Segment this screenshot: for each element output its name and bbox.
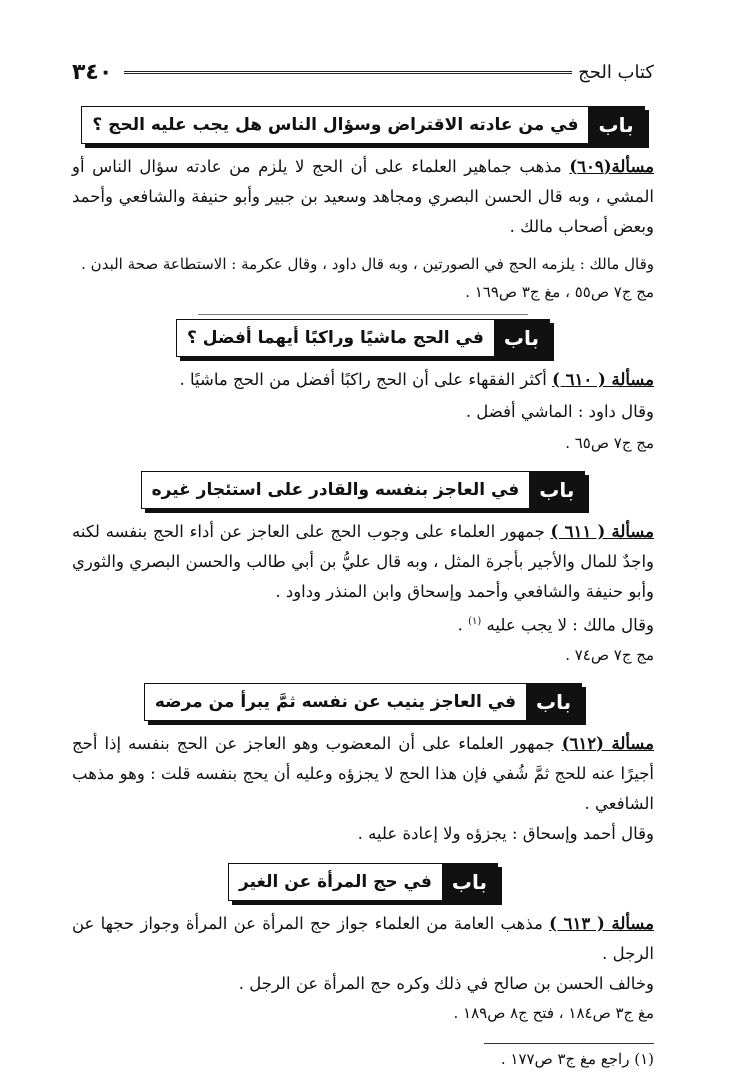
book-title: كتاب الحج — [578, 61, 654, 83]
footnote: (١) راجع مغ ج٣ ص١٧٧ . — [500, 1049, 654, 1068]
section-613 — [72, 863, 654, 1027]
chapter-bab-label: باب — [526, 684, 581, 720]
chapter-heading — [81, 106, 644, 144]
divider — [198, 314, 528, 315]
footnote-marker: (١) — [468, 616, 482, 627]
issue-text: جمهور العلماء على أن المعضوب وهو العاجز عن الحج بنفسه إذا أحج أجيرًا عنه للحج ثمَّ شُفي فإن هذا الحج لا يجزؤه وعليه أن يحج بنفسه قلت : وهو مذهب الشافعي . — [72, 733, 654, 813]
opinion-line: وقال أحمد وإسحاق : يجزؤه ولا إعادة عليه . — [357, 823, 654, 843]
chapter-heading — [144, 683, 582, 721]
page-number: ٣٤٠ — [72, 59, 113, 85]
opinion-text: وقال مالك : لا يجب عليه — [486, 615, 654, 635]
section-611 — [72, 471, 654, 669]
issue-number: مسألة ( ٦١٠ ) — [552, 370, 654, 389]
section-609 — [72, 106, 654, 306]
issue-number: مسألة (٦١٢) — [561, 733, 654, 753]
running-header — [72, 52, 654, 92]
chapter-title: في العاجز ينيب عن نفسه ثمَّ يبرأ من مرضه — [154, 691, 517, 712]
reference-line: مغ ج٣ ص١٨٤ ، فتح ج٨ ص١٨٩ . — [453, 1003, 654, 1022]
issue-paragraph — [72, 729, 654, 819]
footnote-rule — [484, 1043, 654, 1044]
chapter-heading — [228, 863, 498, 901]
opinion-line: وخالف الحسن بن صالح في ذلك وكره حج المرأة عن الرجل . — [238, 973, 654, 993]
issue-paragraph — [72, 517, 654, 607]
chapter-heading — [141, 471, 586, 509]
opinion-line: وقال داود : الماشي أفضل . — [465, 402, 654, 421]
reference-line: مج ج٧ ص٥٥ ، مغ ج٣ ص١٦٩ . — [465, 283, 654, 301]
chapter-bab-label: باب — [588, 107, 643, 143]
issue-number: مسألة ( ٦١١ ) — [550, 522, 654, 541]
chapter-bab-label: باب — [529, 472, 584, 508]
issue-text: أكثر الفقهاء على أن الحج راكبًا أفضل من الحج ماشيًا . — [179, 370, 547, 389]
reference-line: مج ج٧ ص٧٤ . — [565, 645, 654, 664]
chapter-title: في الحج ماشيًا وراكبًا أيهما أفضل ؟ — [187, 328, 484, 348]
chapter-title: في من عادته الاقتراض وسؤال الناس هل يجب عليه الحج ؟ — [92, 115, 579, 135]
issue-paragraph — [72, 909, 654, 969]
opinion-line: وقال مالك : لا يجب عليه $^{(١)}$ . — [457, 615, 654, 635]
header-rule — [124, 71, 572, 74]
issue-number: مسألة(٦٠٩) — [569, 157, 654, 176]
issue-text: مذهب جماهير العلماء على أن الحج لا يلزم من عادته سؤال الناس أو المشي ، وبه قال الحسن البصري ومجاهد وسعيد بن جبير وأبو حنيفة والشافعي وأحمد وبعض أصحاب مالك . — [72, 157, 654, 236]
chapter-heading — [176, 319, 550, 357]
issue-text: مذهب العامة من العلماء جواز حج المرأة عن المرأة وجواز حجها عن الرجل . — [72, 913, 654, 963]
reference-line: مج ج٧ ص٦٥ . — [565, 434, 654, 452]
issue-number: مسألة ( ٦١٣ ) — [549, 913, 654, 933]
chapter-title: في حج المرأة عن الغير — [239, 871, 432, 892]
section-612 — [72, 683, 654, 849]
chapter-title: في العاجز بنفسه والقادر على استئجار غيره — [151, 480, 520, 500]
page — [72, 52, 654, 1083]
issue-paragraph — [72, 365, 654, 395]
issue-paragraph — [72, 152, 654, 242]
section-610 — [72, 314, 654, 457]
chapter-bab-label: باب — [442, 864, 497, 900]
chapter-bab-label: باب — [494, 320, 549, 356]
opinion-line: وقال مالك : يلزمه الحج في الصورتين ، وبه قال داود ، وقال عكرمة : الاستطاعة صحة البدن . — [81, 255, 654, 273]
issue-text: جمهور العلماء على وجوب الحج على العاجز عن أداء الحج بنفسه لكنه واجدٌ للمال والأجير بأجرة المثل ، وبه قال عليُّ بن أبي طالب والحسن البصري والثوري وأبو حنيفة والشافعي وأحمد وإسحاق وابن المنذر وداود . — [72, 522, 654, 601]
